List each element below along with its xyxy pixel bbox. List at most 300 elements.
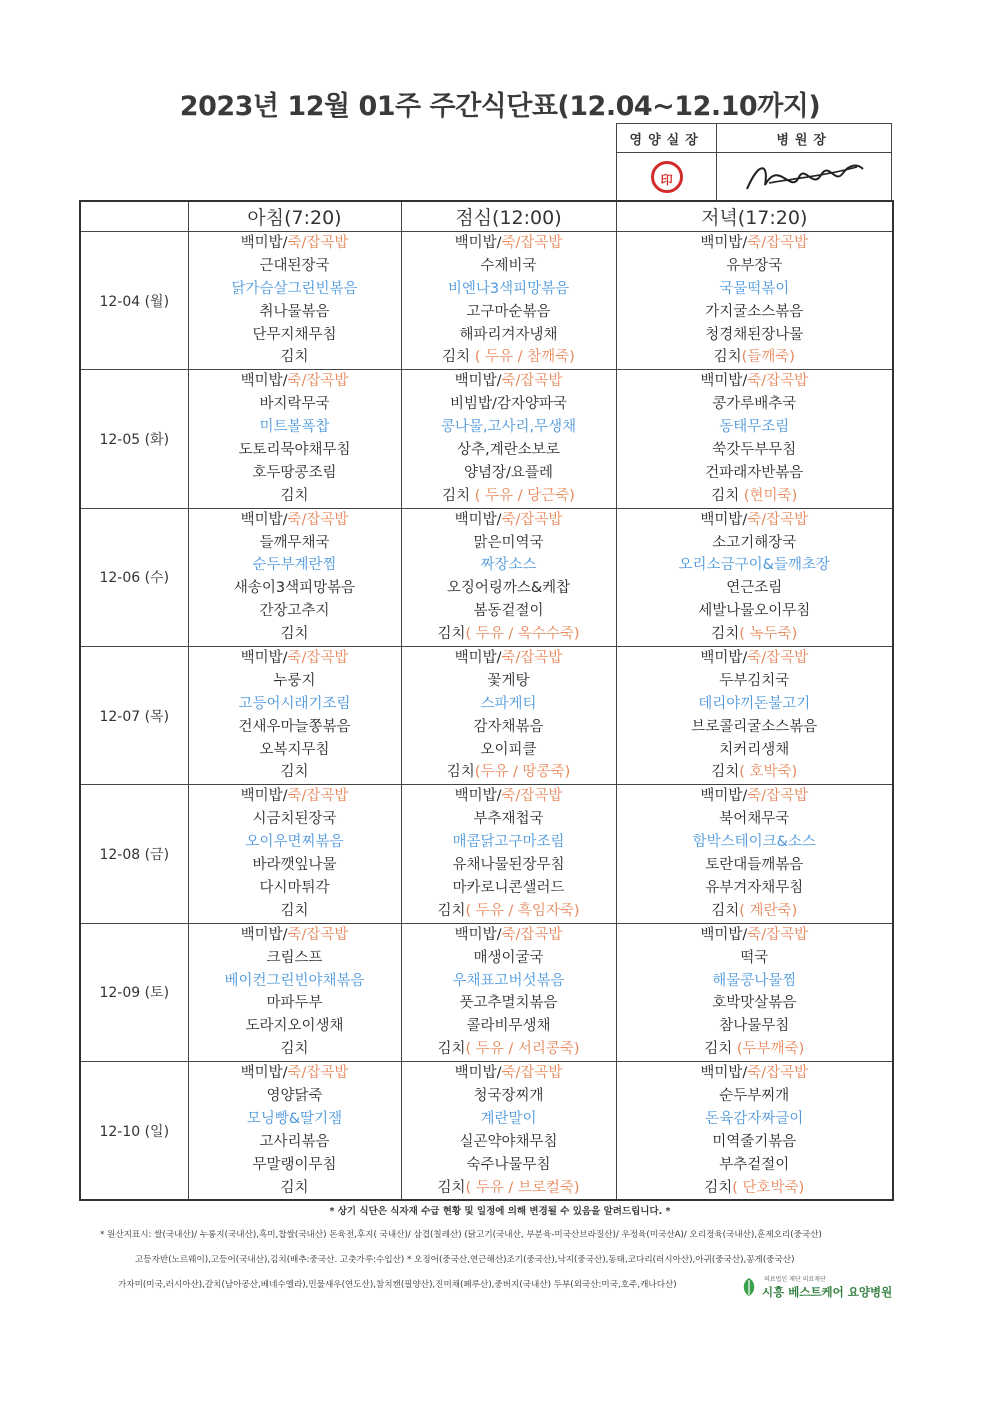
breakfast-cell <box>188 923 401 1061</box>
menu-item-name: 실곤약야채무침 <box>459 1133 558 1150</box>
menu-item <box>189 924 401 947</box>
menu-item-name: 미역줄기볶음 <box>712 1133 797 1150</box>
hospital-name: 시흥 베스트케어 요양병원 <box>762 1285 893 1299</box>
menu-item <box>402 992 616 1015</box>
breakfast-cell <box>188 370 401 508</box>
menu-item-alt: ( 단호박죽) <box>732 1179 805 1196</box>
menu-item-name: 풋고추멸치볶음 <box>459 995 558 1012</box>
header-breakfast: 아침(7:20) <box>188 201 401 232</box>
menu-item-alt: 죽/잡곡밥 <box>501 926 563 943</box>
menu-item-alt: 죽/잡곡밥 <box>747 926 809 943</box>
menu-item-name: 김치 <box>704 1041 733 1058</box>
approval-box <box>616 123 892 202</box>
menu-item-name: 해물콩나물찜 <box>712 972 797 989</box>
menu-item-name: 김치 <box>437 626 466 643</box>
menu-item <box>189 554 401 577</box>
menu-item <box>189 301 401 324</box>
menu-item-name: 김치 <box>442 349 471 366</box>
menu-item-name: 근대된장국 <box>259 257 330 274</box>
dinner-cell <box>616 785 893 923</box>
menu-item-name: 건파래자반볶음 <box>705 464 804 481</box>
menu-item <box>189 1085 401 1108</box>
menu-item <box>617 1177 893 1200</box>
menu-item-alt: ( 두유 / 당근죽) <box>470 487 575 504</box>
menu-item <box>189 416 401 439</box>
menu-item-name: 무말랭이무침 <box>252 1156 337 1173</box>
menu-item-name: 김치 <box>280 764 309 781</box>
menu-item-name: 취나물볶음 <box>259 303 330 320</box>
menu-item-alt: 죽/잡곡밥 <box>501 373 563 390</box>
menu-item <box>617 393 893 416</box>
menu-item-name: 감자채볶음 <box>473 718 544 735</box>
menu-item <box>189 900 401 923</box>
menu-item <box>402 416 616 439</box>
menu-item-name: 숙주나물무침 <box>466 1156 551 1173</box>
menu-item-name: 마파두부 <box>266 995 323 1012</box>
menu-item-name: 들깨무채국 <box>259 534 330 551</box>
menu-item-name: 김치 <box>280 1041 309 1058</box>
menu-item-name: 모닝빵&딸기잼 <box>246 1110 343 1127</box>
menu-item <box>189 1062 401 1085</box>
origin-line-2: 고등자반(노르웨이),고등어(국내산),김치(배추:중국산. 고춧가루:수입산) * 오징어(중국산,연근해산)조기(중국산),낙지(중국산),동태,코다리(러시아산),아귀(중국산),꽁게(중국산) <box>135 1255 795 1265</box>
menu-item <box>617 1062 893 1085</box>
menu-item <box>189 577 401 600</box>
menu-item <box>402 232 616 255</box>
menu-item <box>189 854 401 877</box>
menu-item-name: 백미밥/ <box>454 235 502 251</box>
menu-item-name: 부추재첩국 <box>473 811 544 828</box>
menu-item-name: 백미밥/ <box>454 511 502 528</box>
menu-item-alt: 죽/잡곡밥 <box>501 511 563 528</box>
menu-item <box>617 900 893 923</box>
menu-item <box>189 808 401 831</box>
menu-item <box>402 716 616 739</box>
menu-item-name: 김치 <box>711 764 740 781</box>
menu-item-name: 동태무조림 <box>719 419 790 436</box>
menu-item-name: 도라지오이생채 <box>245 1018 344 1035</box>
menu-item-name: 유채나물된장무침 <box>452 857 565 874</box>
menu-item <box>617 554 893 577</box>
menu-item-name: 마카로니콘샐러드 <box>452 879 565 896</box>
menu-item-name: 비엔나3색피망볶음 <box>447 280 570 297</box>
origin-line-1: * 원산지표시: 쌀(국내산)/ 누룽지(국내산),흑미,찹쌀(국내산) 돈육전,후지( 국내산)/ 삼겹(칠레산) (닭고기(국내산, 부분육-미국산브라질산)/ 우정육(미국산A)/ 오리정육(국내산),훈제오리(중국산) <box>100 1230 822 1240</box>
menu-item-name: 부추겉절이 <box>719 1156 790 1173</box>
signature-cell <box>717 153 892 202</box>
breakfast-cell <box>188 232 401 370</box>
menu-item <box>402 278 616 301</box>
menu-item <box>617 947 893 970</box>
menu-item <box>617 232 893 255</box>
menu-item <box>617 693 893 716</box>
menu-item-alt: 죽/잡곡밥 <box>287 1065 349 1082</box>
menu-item-name: 호박맛살볶음 <box>712 995 797 1012</box>
day-label: 12-05 (화) <box>80 370 188 508</box>
menu-item-name: 백미밥/ <box>700 650 748 667</box>
menu-item <box>617 1038 893 1061</box>
menu-item <box>189 485 401 508</box>
menu-item-name: 백미밥/ <box>240 650 288 667</box>
day-row <box>80 232 893 370</box>
menu-item-alt: 죽/잡곡밥 <box>747 511 809 528</box>
menu-item-alt: ( 두유 / 참깨죽) <box>470 349 575 366</box>
menu-item <box>189 370 401 393</box>
day-label: 12-08 (금) <box>80 785 188 923</box>
menu-item <box>402 1038 616 1061</box>
menu-item-alt: 죽/잡곡밥 <box>501 650 563 667</box>
menu-item-name: 해파리겨자냉채 <box>459 326 558 343</box>
menu-item-name: 바라깻잎나물 <box>252 857 337 874</box>
page-title: 2023년 12월 01주 주간식단표(12.04~12.10까지) <box>179 91 821 122</box>
dinner-cell <box>616 923 893 1061</box>
breakfast-cell <box>188 647 401 785</box>
lunch-cell <box>401 785 616 923</box>
menu-item <box>189 761 401 784</box>
menu-item <box>617 255 893 278</box>
menu-item-name: 오복지무침 <box>259 741 330 758</box>
menu-item-name: 고등어시래기조림 <box>238 695 351 712</box>
menu-item <box>617 324 893 347</box>
menu-item <box>402 785 616 808</box>
menu-item <box>617 623 893 646</box>
menu-item <box>189 1131 401 1154</box>
menu-item-alt: ( 두유 / 서리콩죽) <box>465 1041 580 1058</box>
menu-item <box>402 623 616 646</box>
dinner-cell <box>616 1062 893 1201</box>
breakfast-cell <box>188 785 401 923</box>
menu-item <box>617 670 893 693</box>
menu-item-name: 스파게티 <box>480 695 537 712</box>
menu-item <box>402 1177 616 1200</box>
menu-item <box>402 877 616 900</box>
breakfast-cell <box>188 1062 401 1201</box>
menu-item-name: 오이우면찌볶음 <box>245 834 344 851</box>
menu-item-alt: 죽/잡곡밥 <box>287 511 349 528</box>
menu-item <box>189 393 401 416</box>
menu-item-name: 건새우마늘쫑볶음 <box>238 718 351 735</box>
menu-item <box>617 854 893 877</box>
menu-item-name: 봄동겉절이 <box>473 603 544 620</box>
header-lunch: 점심(12:00) <box>401 201 616 232</box>
menu-item-name: 콩가루배추국 <box>712 396 797 413</box>
menu-item-alt: ( 두유 / 브로컬죽) <box>465 1179 580 1196</box>
menu-item-name: 누룽지 <box>273 672 316 689</box>
menu-item-alt: 죽/잡곡밥 <box>747 788 809 805</box>
menu-item <box>189 509 401 532</box>
menu-item <box>617 970 893 993</box>
menu-item-name: 김치 <box>437 1179 466 1196</box>
menu-item <box>402 947 616 970</box>
menu-item <box>617 992 893 1015</box>
menu-item-name: 김치 <box>713 349 742 366</box>
menu-item-name: 백미밥/ <box>454 788 502 805</box>
menu-item <box>189 1038 401 1061</box>
menu-item <box>617 831 893 854</box>
menu-item-name: 백미밥/ <box>240 788 288 805</box>
menu-item-alt: 죽/잡곡밥 <box>501 235 563 251</box>
menu-item-alt: 죽/잡곡밥 <box>287 235 349 251</box>
lunch-cell <box>401 1062 616 1201</box>
menu-item <box>189 255 401 278</box>
menu-item-name: 청경채된장나물 <box>705 326 804 343</box>
menu-item <box>189 1108 401 1131</box>
menu-item-alt: (두부깨죽) <box>732 1041 805 1058</box>
menu-item <box>617 462 893 485</box>
approval-header-nutrition: 영양실장 <box>617 124 717 153</box>
menu-item-alt: (두유 / 땅콩죽) <box>474 764 571 781</box>
menu-item-name: 소고기해장국 <box>712 534 797 551</box>
menu-item-name: 함박스테이크&소스 <box>692 834 816 851</box>
menu-item <box>617 716 893 739</box>
menu-item-name: 백미밥/ <box>240 373 288 390</box>
menu-item-name: 계란말이 <box>480 1110 537 1127</box>
breakfast-cell <box>188 508 401 646</box>
menu-item-name: 백미밥/ <box>240 235 288 251</box>
menu-item-name: 김치 <box>280 487 309 504</box>
menu-table <box>79 200 894 1201</box>
menu-item <box>402 554 616 577</box>
menu-item-name: 두부김치국 <box>719 672 790 689</box>
menu-item <box>189 693 401 716</box>
menu-item <box>402 1085 616 1108</box>
menu-item-name: 김치 <box>280 1179 309 1196</box>
hospital-subtitle: 의료법인 재단 의료재단 <box>764 1276 826 1283</box>
menu-item-name: 백미밥/ <box>240 511 288 528</box>
menu-item-alt: (현미죽) <box>739 487 798 504</box>
menu-item-name: 간장고추지 <box>259 603 330 620</box>
day-label: 12-10 (일) <box>80 1062 188 1201</box>
menu-item <box>402 831 616 854</box>
menu-item-name: 백미밥/ <box>240 1065 288 1082</box>
menu-item-name: 호두땅콩조림 <box>252 464 337 481</box>
header-row <box>80 201 893 232</box>
menu-item <box>189 278 401 301</box>
menu-item-name: 북어채무국 <box>719 811 790 828</box>
menu-item-name: 백미밥/ <box>240 926 288 943</box>
menu-item <box>189 670 401 693</box>
menu-item <box>402 1108 616 1131</box>
seal-cell <box>617 153 717 202</box>
menu-item-name: 짜장소스 <box>480 557 537 574</box>
seal-stamp: 印 <box>651 161 683 193</box>
menu-item <box>189 970 401 993</box>
menu-item-name: 김치 <box>442 487 471 504</box>
menu-item-alt: 죽/잡곡밥 <box>501 1065 563 1082</box>
menu-item <box>402 439 616 462</box>
day-label: 12-06 (수) <box>80 508 188 646</box>
menu-item <box>189 324 401 347</box>
menu-item <box>402 370 616 393</box>
menu-item-name: 바지락무국 <box>259 396 330 413</box>
dinner-cell <box>616 647 893 785</box>
menu-item-alt: 죽/잡곡밥 <box>747 650 809 667</box>
menu-item <box>402 532 616 555</box>
menu-item <box>617 1015 893 1038</box>
menu-item-alt: (들깨죽) <box>741 349 795 366</box>
menu-item-name: 백미밥/ <box>700 511 748 528</box>
menu-item-name: 오징어링까스&케찹 <box>446 580 571 597</box>
dinner-cell <box>616 370 893 508</box>
menu-item <box>617 808 893 831</box>
menu-item <box>617 485 893 508</box>
lunch-cell <box>401 508 616 646</box>
notice-text: * 상기 식단은 식자재 수급 현황 및 일정에 의해 변경될 수 있음을 알려드립니다. * <box>329 1206 671 1217</box>
menu-item <box>617 739 893 762</box>
menu-item <box>617 301 893 324</box>
menu-item-name: 백미밥/ <box>454 1065 502 1082</box>
menu-item-name: 우채표고버섯볶음 <box>452 972 565 989</box>
menu-item-name: 토란대들깨볶음 <box>705 857 804 874</box>
lunch-cell <box>401 923 616 1061</box>
lunch-cell <box>401 370 616 508</box>
menu-item <box>617 1131 893 1154</box>
menu-item <box>189 647 401 670</box>
header-blank <box>80 201 188 232</box>
menu-item-name: 크림스프 <box>266 949 323 966</box>
menu-item-alt: ( 녹두죽) <box>739 626 798 643</box>
menu-item-alt: 죽/잡곡밥 <box>287 650 349 667</box>
menu-item-alt: ( 두유 / 옥수수죽) <box>465 626 580 643</box>
menu-item <box>189 716 401 739</box>
menu-item-name: 브로콜리굴소스볶음 <box>691 718 818 735</box>
menu-item <box>189 1154 401 1177</box>
menu-item <box>402 970 616 993</box>
day-label: 12-09 (토) <box>80 923 188 1061</box>
menu-item <box>617 761 893 784</box>
menu-item <box>617 647 893 670</box>
menu-item-name: 유부장국 <box>726 257 783 274</box>
menu-item-name: 백미밥/ <box>454 926 502 943</box>
menu-item <box>617 1108 893 1131</box>
menu-item-name: 김치 <box>704 1179 733 1196</box>
day-row <box>80 370 893 508</box>
menu-item-name: 청국장찌개 <box>473 1087 544 1104</box>
menu-item-name: 시금치된장국 <box>252 811 337 828</box>
menu-item-name: 비빔밥/감자양파국 <box>450 396 567 413</box>
menu-item <box>617 532 893 555</box>
menu-item-name: 베이컨그린빈야채볶음 <box>224 972 365 989</box>
menu-item-name: 양념장/요플레 <box>464 464 553 481</box>
menu-item-name: 백미밥/ <box>700 926 748 943</box>
menu-item <box>402 647 616 670</box>
menu-item <box>617 877 893 900</box>
menu-item-name: 고사리볶음 <box>259 1133 330 1150</box>
menu-item-alt: 죽/잡곡밥 <box>287 926 349 943</box>
menu-item <box>402 761 616 784</box>
menu-item <box>402 739 616 762</box>
menu-item-name: 오리소금구이&들깨초장 <box>678 557 830 574</box>
menu-item-alt: 죽/잡곡밥 <box>747 1065 809 1082</box>
menu-item <box>189 739 401 762</box>
menu-item-name: 김치 <box>446 764 475 781</box>
signature <box>739 155 869 199</box>
menu-item <box>189 947 401 970</box>
menu-item-name: 돈육감자짜글이 <box>705 1110 804 1127</box>
menu-item-name: 김치 <box>280 349 309 366</box>
menu-item-alt: ( 호박죽) <box>739 764 798 781</box>
menu-item-name: 김치 <box>437 1041 466 1058</box>
menu-item <box>617 785 893 808</box>
menu-item <box>189 831 401 854</box>
menu-item <box>402 900 616 923</box>
menu-item <box>617 416 893 439</box>
menu-item-name: 영양닭죽 <box>266 1087 323 1104</box>
day-row <box>80 1062 893 1201</box>
menu-item-name: 김치 <box>711 902 740 919</box>
lunch-cell <box>401 647 616 785</box>
menu-item <box>402 324 616 347</box>
menu-item-name: 콜라비무생채 <box>466 1018 551 1035</box>
origin-line-3: 가자미(미국,러시아산),갈치(남아공산,베네수엘라),민물새우(연도산),참치캔(필양산),진미채(페루산),중버지(국내산) 두부(외국산:미국,호주,캐나다산) <box>118 1280 677 1290</box>
menu-item-name: 치커리생채 <box>719 741 790 758</box>
menu-item <box>617 577 893 600</box>
menu-item <box>402 1015 616 1038</box>
menu-item <box>402 600 616 623</box>
menu-item-name: 새송이3색피망볶음 <box>233 580 356 597</box>
menu-item-name: 백미밥/ <box>700 235 748 251</box>
menu-item <box>189 232 401 255</box>
menu-item-name: 유부겨자채무침 <box>705 879 804 896</box>
menu-item <box>189 462 401 485</box>
menu-item-alt: 죽/잡곡밥 <box>747 235 809 251</box>
dinner-cell <box>616 508 893 646</box>
menu-item-name: 순두부계란찜 <box>252 557 337 574</box>
menu-item <box>189 877 401 900</box>
menu-item-name: 매생이굴국 <box>473 949 544 966</box>
menu-item <box>617 439 893 462</box>
menu-item <box>189 1177 401 1200</box>
menu-item-name: 쑥갓두부무침 <box>712 442 797 459</box>
menu-item <box>402 577 616 600</box>
menu-item-name: 김치 <box>280 626 309 643</box>
menu-item-name: 오이피클 <box>480 741 537 758</box>
menu-item-name: 맑은미역국 <box>473 534 544 551</box>
menu-item-alt: ( 계란죽) <box>739 902 798 919</box>
menu-item-name: 백미밥/ <box>700 1065 748 1082</box>
menu-item-name: 세발나물오이무침 <box>698 603 811 620</box>
menu-item <box>402 346 616 369</box>
menu-item-name: 수제비국 <box>480 257 537 274</box>
menu-item <box>402 462 616 485</box>
menu-item-name: 백미밥/ <box>454 373 502 390</box>
menu-item-name: 참나물무침 <box>719 1018 790 1035</box>
day-label: 12-04 (월) <box>80 232 188 370</box>
menu-item <box>189 1015 401 1038</box>
menu-item <box>617 509 893 532</box>
menu-item <box>402 924 616 947</box>
menu-item <box>189 439 401 462</box>
menu-item-name: 도토리묵야채무침 <box>238 442 351 459</box>
menu-item <box>189 600 401 623</box>
menu-item <box>189 346 401 369</box>
menu-item-name: 김치 <box>711 487 740 504</box>
day-row <box>80 508 893 646</box>
menu-item <box>402 255 616 278</box>
menu-item-name: 콩나물,고사리,무생채 <box>440 419 577 436</box>
menu-item <box>402 808 616 831</box>
menu-item <box>617 924 893 947</box>
menu-item <box>617 600 893 623</box>
menu-item <box>402 1062 616 1085</box>
menu-item <box>402 1131 616 1154</box>
menu-item <box>402 509 616 532</box>
menu-item <box>617 278 893 301</box>
menu-item <box>402 854 616 877</box>
menu-item-name: 김치 <box>711 626 740 643</box>
day-row <box>80 647 893 785</box>
menu-item-alt: 죽/잡곡밥 <box>501 788 563 805</box>
menu-item-name: 단무지채무침 <box>252 326 337 343</box>
header-dinner: 저녁(17:20) <box>616 201 893 232</box>
